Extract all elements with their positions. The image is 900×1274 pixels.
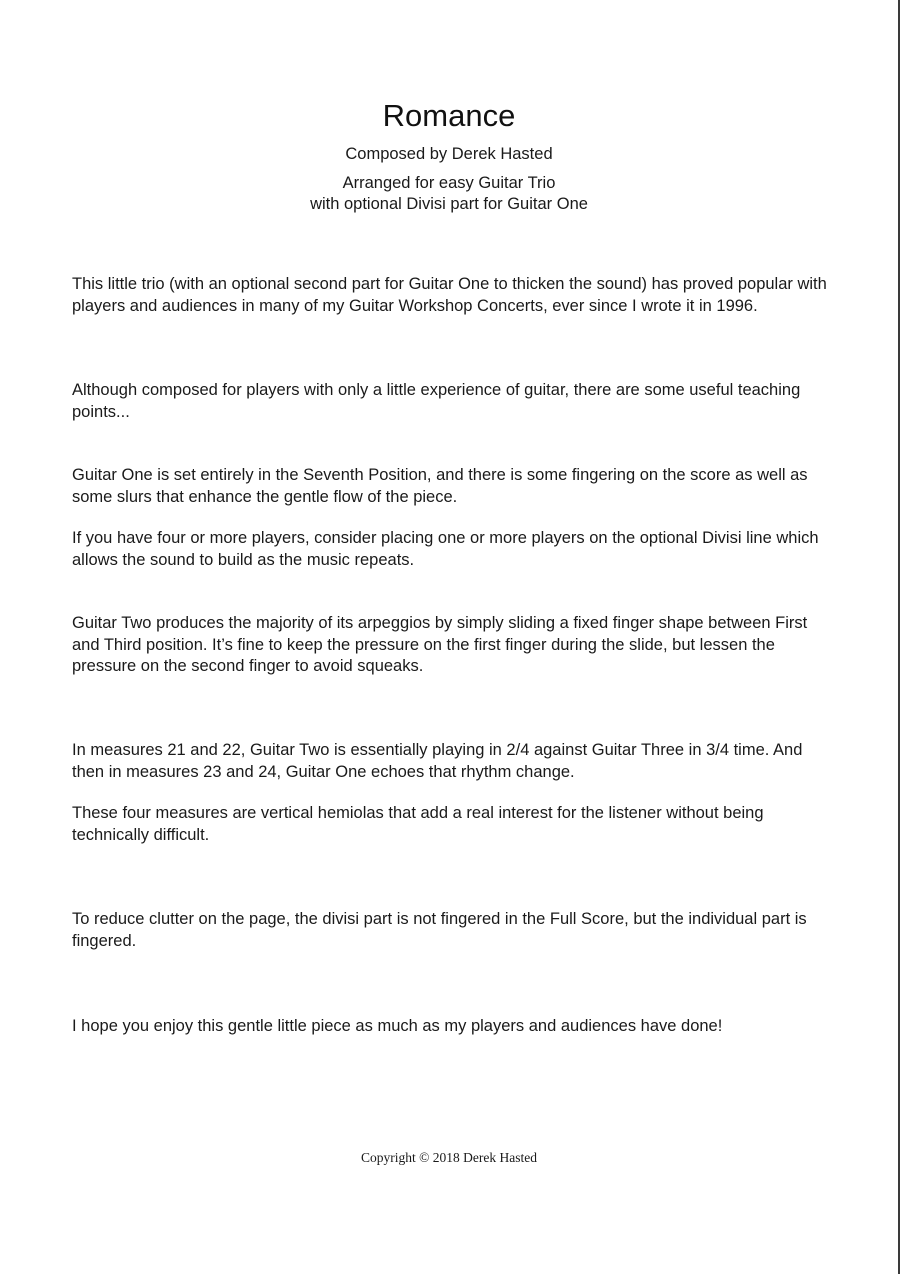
paragraph-teaching-points: Although composed for players with only a little experience of guitar, there are some useful teaching points... — [72, 381, 801, 421]
paragraph-measures: In measures 21 and 22, Guitar Two is essentially playing in 2/4 against Guitar Three in 3/4 time. And then in measures 23 and 24, Guitar One echoes that rhythm change. — [72, 741, 803, 781]
composer-credit: Composed by Derek Hasted — [345, 145, 553, 163]
arrangement-line-2: with optional Divisi part for Guitar One — [310, 195, 588, 213]
paragraph-closing: I hope you enjoy this gentle little piece as much as my players and audiences have done! — [72, 1017, 723, 1035]
paragraph-clutter: To reduce clutter on the page, the divisi part is not fingered in the Full Score, but the individual part is fingered. — [72, 910, 807, 950]
paragraph-guitar-one: Guitar One is set entirely in the Seventh Position, and there is some fingering on the score as well as some slurs that enhance the gentle flow of the piece. — [72, 466, 808, 506]
page-title: Romance — [382, 98, 516, 133]
arrangement-line-1: Arranged for easy Guitar Trio — [342, 174, 556, 192]
copyright-notice: Copyright © 2018 Derek Hasted — [361, 1150, 537, 1165]
paragraph-hemiolas: These four measures are vertical hemiolas that add a real interest for the listener without being technically difficult. — [72, 804, 764, 844]
paragraph-intro: This little trio (with an optional second part for Guitar One to thicken the sound) has proved popular with players and audiences in many of my Guitar Workshop Concerts, ever since I wrote it in 1996. — [72, 275, 827, 315]
paragraph-divisi: If you have four or more players, consider placing one or more players on the optional Divisi line which allows the sound to build as the music repeats. — [72, 529, 819, 569]
paragraph-guitar-two: Guitar Two produces the majority of its arpeggios by simply sliding a fixed finger shape between First and Third position. It’s fine to keep the pressure on the first finger during the slide, but lessen the pressure on the second finger to avoid squeaks. — [72, 614, 808, 675]
